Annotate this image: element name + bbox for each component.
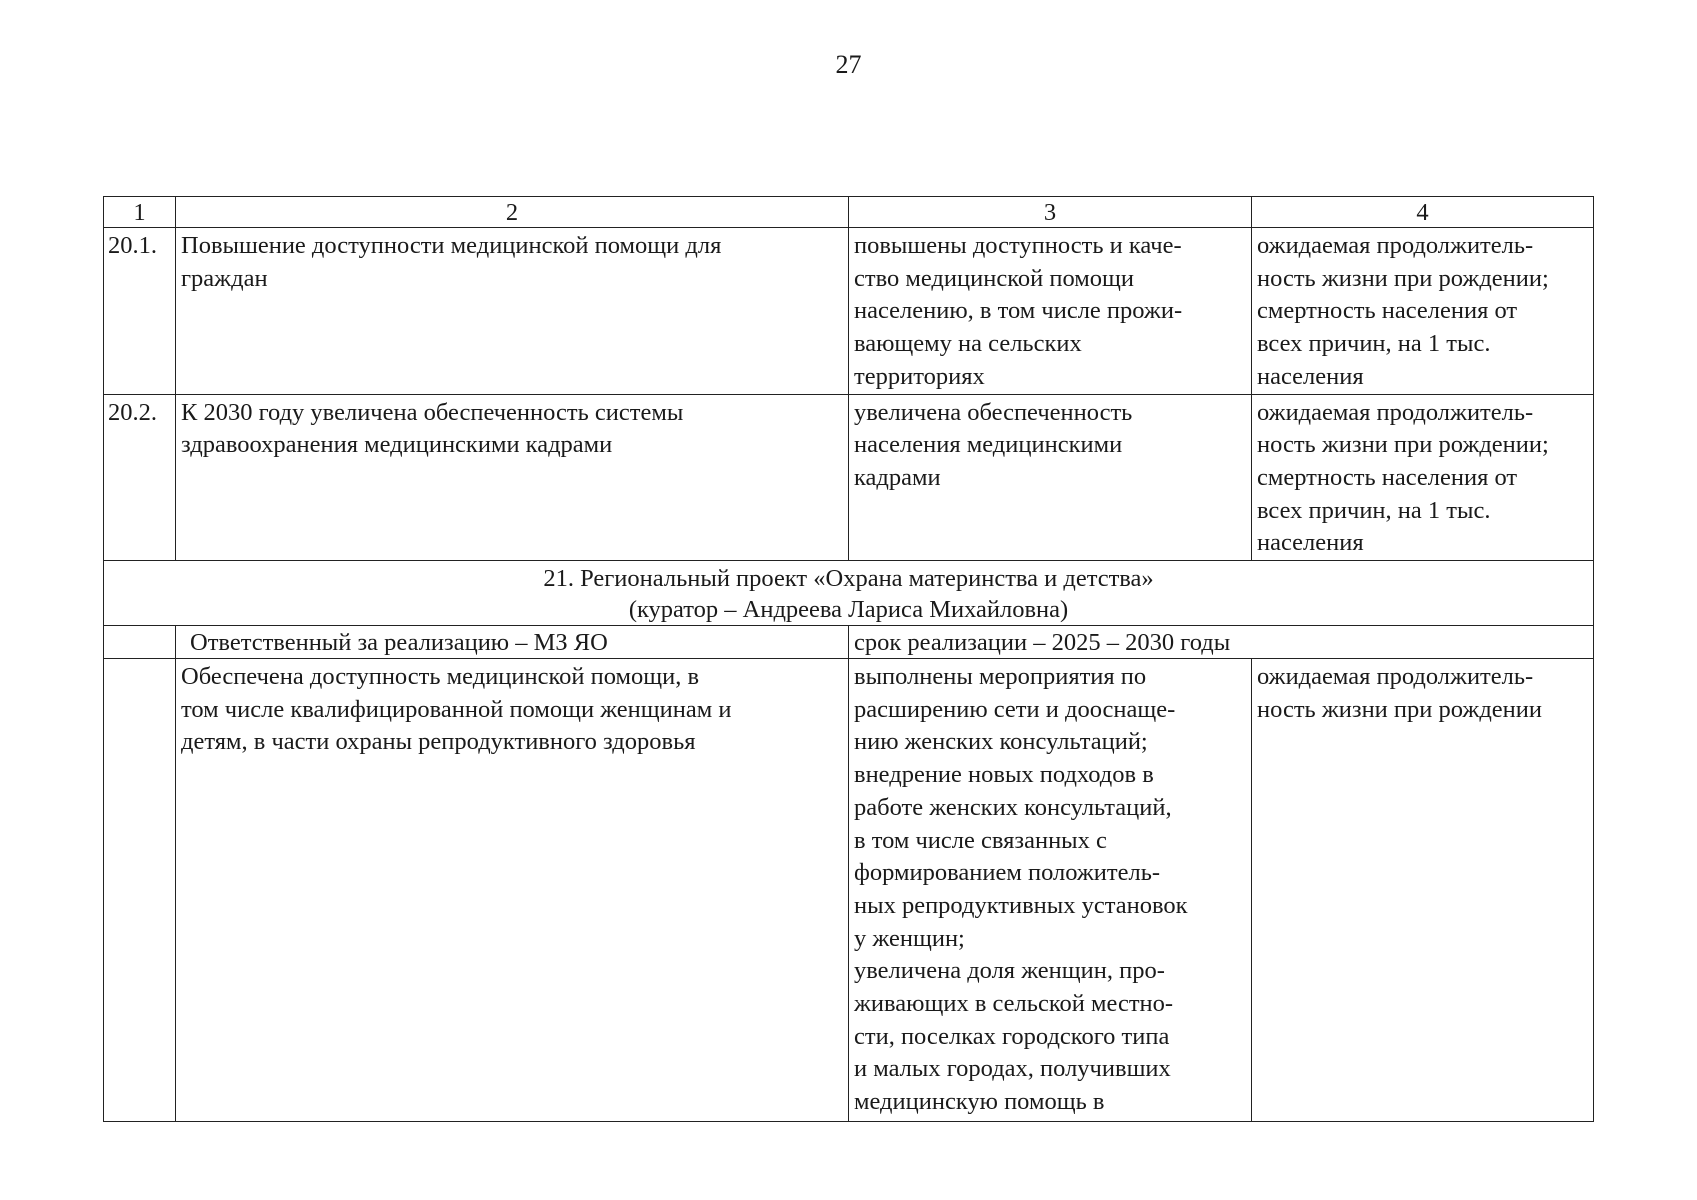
indicator-line: ность жизни при рождении; <box>1257 264 1549 292</box>
result-line: кадрами <box>854 463 941 491</box>
result-line: работе женских консультаций, <box>854 793 1172 821</box>
row-number <box>104 659 176 1122</box>
goal-cell <box>176 659 849 1122</box>
header-col-3: 3 <box>849 197 1252 228</box>
indicator-cell <box>1252 659 1594 1122</box>
indicator-line: ожидаемая продолжитель- <box>1257 232 1534 259</box>
result-line: живающих в сельской местно- <box>854 990 1174 1018</box>
header-col-1: 1 <box>104 197 176 228</box>
page-number: 27 <box>835 50 862 79</box>
indicator-line: всех причин, на 1 тыс. <box>1257 496 1491 524</box>
result-line: территориях <box>854 362 985 390</box>
indicator-line: ожидаемая продолжитель- <box>1257 398 1534 426</box>
result-cell <box>849 228 1252 395</box>
row-number: 20.2. <box>104 394 176 561</box>
indicator-line: ность жизни при рождении; <box>1257 431 1549 459</box>
goal-line: том числе квалифицированной помощи женщинам и <box>181 695 732 723</box>
header-col-4: 4 <box>1252 197 1594 228</box>
responsible-cell: Ответственный за реализацию – МЗ ЯО <box>176 626 849 659</box>
result-line: увеличена обеспеченность <box>854 398 1133 426</box>
indicator-cell <box>1252 228 1594 395</box>
result-line: и малых городах, получивших <box>854 1055 1171 1083</box>
table-row <box>104 659 1594 1122</box>
term-cell: срок реализации – 2025 – 2030 годы <box>849 626 1594 659</box>
goal-line: К 2030 году увеличена обеспеченность системы <box>181 398 684 426</box>
goal-line: Повышение доступности медицинской помощи для <box>181 232 722 259</box>
result-line: формированием положитель- <box>854 859 1161 887</box>
result-cell <box>849 659 1252 1122</box>
section-curator: (куратор – Андреева Лариса Михайловна) <box>628 596 1069 624</box>
header-col-2: 2 <box>176 197 849 228</box>
indicator-line: населения <box>1257 362 1364 390</box>
indicator-line: ожидаемая продолжитель- <box>1257 663 1534 691</box>
indicator-line: ность жизни при рождении <box>1257 695 1543 723</box>
result-line: расширению сети и дооснаще- <box>854 695 1176 723</box>
result-line: населения медицинскими <box>854 431 1123 459</box>
section-heading <box>104 561 1594 626</box>
result-line: сти, поселках городского типа <box>854 1022 1170 1050</box>
indicator-line: всех причин, на 1 тыс. <box>1257 330 1491 358</box>
result-line: повышены доступность и каче- <box>854 232 1182 259</box>
indicator-cell <box>1252 394 1594 561</box>
result-line: увеличена доля женщин, про- <box>854 957 1165 985</box>
result-line: вающему на сельских <box>854 330 1082 358</box>
result-line: у женщин; <box>854 924 965 952</box>
section-heading-row <box>104 561 1594 626</box>
result-line: выполнены мероприятия по <box>854 663 1147 691</box>
indicator-line: населения <box>1257 529 1364 557</box>
goal-cell <box>176 394 849 561</box>
indicator-line: смертность населения от <box>1257 297 1518 325</box>
result-line: населению, в том числе прожи- <box>854 297 1183 325</box>
meta-empty-cell <box>104 626 176 659</box>
result-line: нию женских консультаций; <box>854 728 1148 756</box>
goal-cell <box>176 228 849 395</box>
result-line: ных репродуктивных установок <box>854 891 1188 919</box>
goal-line: Обеспечена доступность медицинской помощи, в <box>181 663 700 691</box>
goals-table <box>103 196 1594 1122</box>
goal-line: детям, в части охраны репродуктивного здоровья <box>181 728 696 756</box>
row-number: 20.1. <box>104 228 176 395</box>
table-row <box>104 228 1594 395</box>
section-meta-row <box>104 626 1594 659</box>
result-line: ство медицинской помощи <box>854 264 1134 292</box>
result-line: в том числе связанных с <box>854 826 1107 854</box>
goal-line: здравоохранения медицинскими кадрами <box>181 431 613 459</box>
section-title: 21. Региональный проект «Охрана материнства и детства» <box>543 565 1154 593</box>
table-row <box>104 394 1594 561</box>
indicator-line: смертность населения от <box>1257 463 1518 491</box>
result-cell <box>849 394 1252 561</box>
result-line: внедрение новых подходов в <box>854 761 1154 789</box>
result-line: медицинскую помощь в <box>854 1088 1105 1116</box>
goal-line: граждан <box>181 264 268 292</box>
table-header-row <box>104 197 1594 228</box>
